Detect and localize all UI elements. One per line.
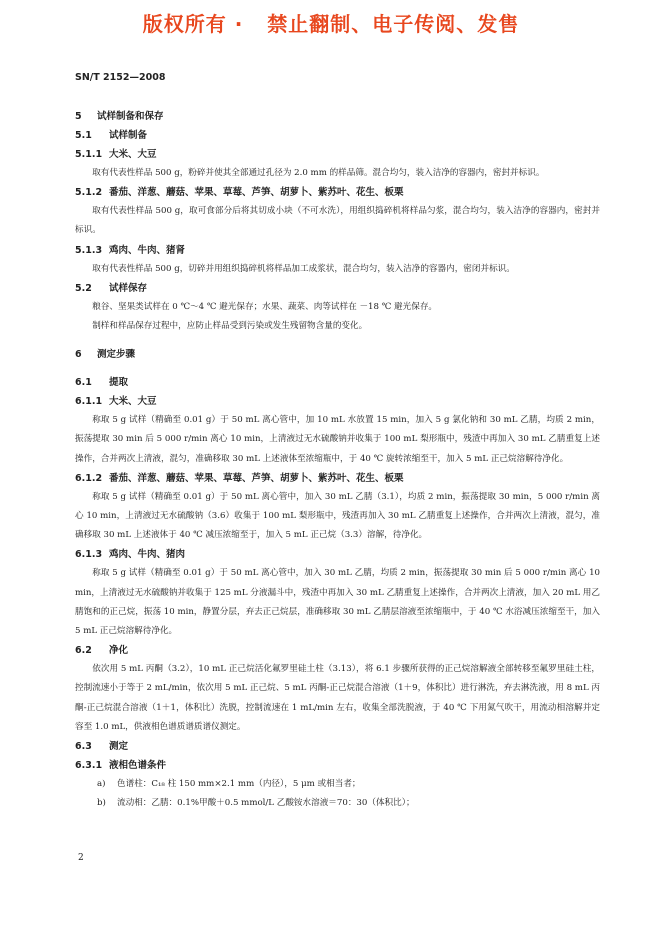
list-item [75, 794, 600, 813]
section-heading [75, 469, 600, 488]
section-title: 测定 [109, 741, 129, 753]
paragraph: 称取 5 g 试样（精确至 0.01 g）于 50 mL 离心管中，加入 30 mL 乙腈，均质 2 min，振荡提取 30 min 后 5 000 r/min 离心 10 min，上清液过无水硫酸钠并收集于 125 mL 分液漏斗中，残渣中再加入 30 mL 乙腈重复上述操作，合并两次上清液，加入 20 mL 用乙腈饱和的正己烷，振荡 10 min，静置分层，弃去正己烷层，准确移取 30 mL 乙腈层溶液至浓缩瓶中，于 40 ℃ 水浴减压浓缩至干，加入 5 mL 正己烷溶解待净化。 [75, 568, 600, 637]
section-heading [75, 737, 600, 756]
section-number: 6.1.2 [75, 472, 103, 484]
section-heading [75, 345, 600, 364]
section-title: 试样制备和保存 [97, 111, 164, 122]
list-text: 流动相：乙腈：0.1%甲酸＋0.5 mmol/L 乙酸铵水溶液＝70：30（体积比）； [117, 798, 415, 809]
paragraph: 称取 5 g 试样（精确至 0.01 g）于 50 mL 离心管中，加入 30 mL 乙腈（3.1），均质 2 min，振荡提取 30 min，5 000 r/min 离心 10 min，上清液过无水硫酸钠（3.6）收集于 100 mL 梨形瓶中，残渣再加入 30 mL 乙腈重复上述操作，合并两次上清液，混匀，准确移取 30 mL 上述液体于 40 ℃ 减压浓缩至于，加入 5 mL 正己烷（3.3）溶解，待净化。 [75, 491, 600, 541]
section-title: 试样保存 [109, 282, 148, 294]
section-heading [75, 641, 600, 660]
section-number: 5.1.3 [75, 244, 103, 256]
paragraph: 取有代表性样品 500 g，粉碎并使其全部通过孔径为 2.0 mm 的样品筛。混合均匀，装入洁净的容器内，密封并标识。 [92, 168, 545, 178]
section-title: 番茄、洋葱、蘑菇、苹果、草莓、芦笋、胡萝卜、紫苏叶、花生、板栗 [109, 187, 404, 199]
list-marker: a) [97, 779, 106, 790]
section-number: 6.1.3 [75, 549, 103, 561]
spacer [75, 336, 600, 345]
section-number: 5.1.2 [75, 187, 103, 199]
list-item [75, 775, 600, 794]
paragraph: 取有代表性样品 500 g，切碎并用组织捣碎机将样品加工成浆状，混合均匀，装入洁净的容器内，密闭并标识。 [92, 263, 515, 274]
section-number: 6.3 [75, 741, 92, 753]
paragraph: 取有代表性样品 500 g，取可食部分后将其切成小块（不可水洗），用组织捣碎机将样品匀浆，混合均匀，装入洁净的容器内，密封并标识。 [75, 206, 600, 236]
section-number: 5.1 [75, 130, 92, 141]
page-number: 2 [78, 853, 84, 863]
section-number: 6 [75, 349, 82, 361]
section-title: 大米、大豆 [109, 149, 157, 160]
list-text: 色谱柱：C₁₈ 柱 150 mm×2.1 mm（内径），5 μm 或相当者； [117, 779, 361, 790]
section-title: 鸡肉、牛肉、猪肾 [109, 244, 186, 256]
section-number: 5.1.1 [75, 149, 103, 160]
section-title: 净化 [109, 645, 129, 657]
section-heading [75, 373, 600, 392]
watermark-banner: 版权所有 · 禁止翻制、电子传阅、发售 [142, 12, 520, 36]
section-title: 大米、大豆 [109, 396, 157, 408]
section-title: 鸡肉、牛肉、猪肉 [109, 549, 186, 561]
section-number: 5.2 [75, 282, 92, 294]
list-marker: b) [97, 798, 106, 809]
section-title: 番茄、洋葱、蘑菇、苹果、草莓、芦笋、胡萝卜、紫苏叶、花生、板栗 [109, 472, 404, 484]
section-heading [75, 756, 600, 775]
section-number: 5 [75, 111, 82, 122]
section-number: 6.3.1 [75, 760, 103, 772]
standard-number: SN/T 2152—2008 [75, 72, 166, 83]
section-heading [75, 545, 600, 564]
section-title: 测定步骤 [97, 349, 136, 361]
section-heading [75, 392, 600, 411]
paragraph: 依次用 5 mL 丙酮（3.2），10 mL 正己烷活化氟罗里硅土柱（3.13），将 6.1 步骤所获得的正己烷溶解液全部转移至氟罗里硅土柱，控制流速小于等于 2 mL/min，依次用 5 mL 正己烷、5 mL 丙酮-正己烷混合溶液（1＋9，体积比）进行淋洗，弃去淋洗液，用 8 mL 丙酮-正己烷混合溶液（1＋1，体积比）洗脱，控制流速在 1 mL/min 左右，收集全部洗脱液，于 40 ℃ 下用氮气吹干，用流动相溶解并定容至 1.0 mL，供液相色谱质谱质谱仪测定。 [75, 664, 600, 732]
paragraph: 称取 5 g 试样（精确至 0.01 g）于 50 mL 离心管中，加 10 mL 水放置 15 min，加入 5 g 氯化钠和 30 mL 乙腈，均质 2 min，振荡提取 30 min 后 5 000 r/min 离心 10 min，上清液过无水硫酸钠并收集于 100 mL 梨形瓶中，残渣中再加入 30 mL 乙腈重复上述操作，合并两次上清液，混匀，准确移取 30 mL 上述液体至浓缩瓶中，于 40 ℃ 旋转浓缩至干，加入 5 mL 正己烷溶解待净化。 [75, 415, 600, 464]
spacer [75, 364, 600, 373]
document-body [75, 107, 600, 813]
section-number: 6.1 [75, 377, 92, 389]
section-number: 6.1.1 [75, 396, 103, 408]
section-heading [75, 241, 600, 260]
section-number: 6.2 [75, 645, 92, 657]
section-heading [75, 145, 600, 164]
section-heading [75, 126, 600, 145]
section-title: 试样制备 [109, 130, 148, 141]
section-title: 提取 [109, 377, 129, 389]
section-heading [75, 279, 600, 298]
section-title: 液相色谱条件 [109, 760, 167, 772]
paragraph: 粮谷、坚果类试样在 0 ℃～4 ℃ 避光保存；水果、蔬菜、肉等试样在 －18 ℃ 避光保存。 [92, 301, 438, 312]
section-heading [75, 107, 600, 126]
section-heading [75, 183, 600, 202]
paragraph: 制样和样品保存过程中，应防止样品受到污染或发生残留物含量的变化。 [92, 321, 368, 332]
